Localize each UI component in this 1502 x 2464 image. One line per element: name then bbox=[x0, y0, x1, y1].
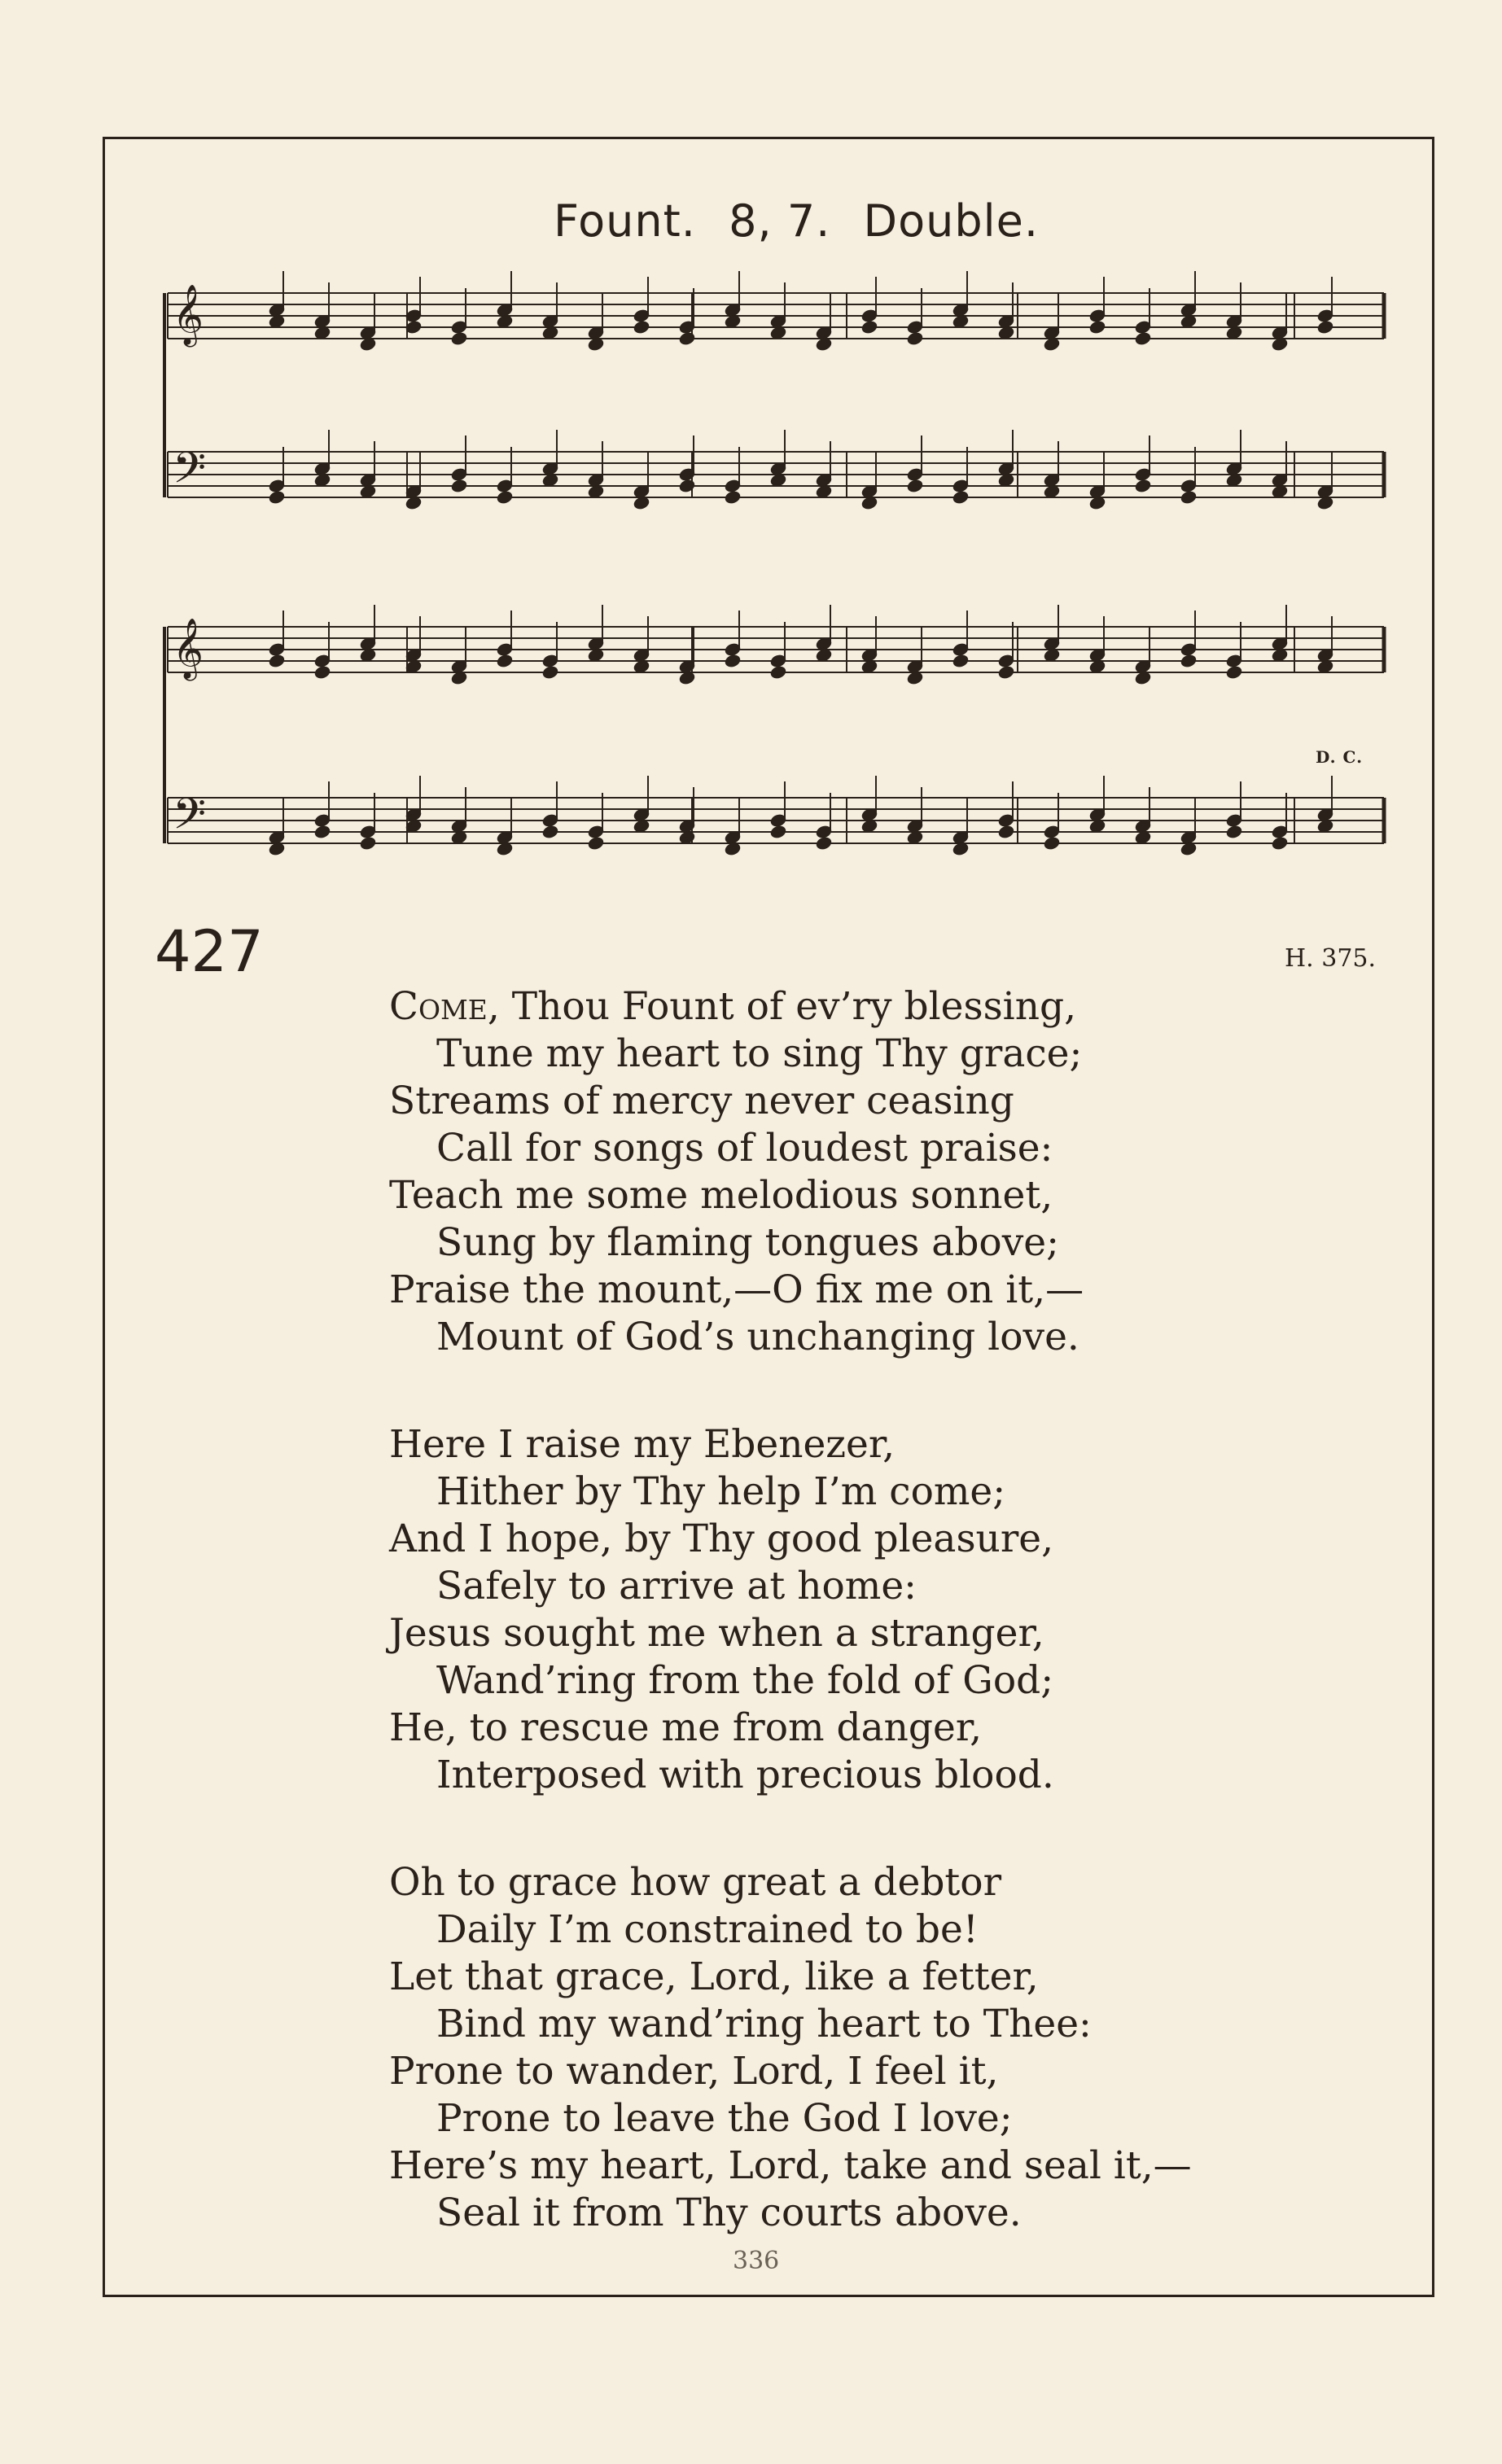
note-head bbox=[952, 654, 969, 668]
note-head bbox=[678, 331, 695, 346]
note-head bbox=[450, 331, 467, 346]
treble-clef-icon: 𝄞 bbox=[173, 619, 204, 679]
note-head bbox=[952, 490, 969, 505]
note-head bbox=[268, 654, 285, 668]
stanza-line: Here’s my heart, Lord, take and seal it,— bbox=[389, 2143, 1192, 2188]
note-head bbox=[1088, 320, 1106, 335]
note-head bbox=[541, 665, 558, 680]
tune-form: Double. bbox=[863, 195, 1040, 247]
stanza-line: Oh to grace how great a debtor bbox=[389, 1860, 1002, 1905]
note-head bbox=[313, 665, 331, 680]
stanza-line: Wand’ring from the fold of God; bbox=[436, 1658, 1054, 1703]
stanza-line: Mount of God’s unchanging love. bbox=[436, 1315, 1079, 1359]
hymn-reference: H. 375. bbox=[1285, 944, 1377, 973]
stanza-line: Call for songs of loudest praise: bbox=[436, 1126, 1053, 1171]
stanza-line: Sung by flaming tongues above; bbox=[436, 1220, 1059, 1265]
tune-title bbox=[554, 195, 1042, 247]
note-head bbox=[1316, 320, 1333, 335]
da-capo-marking: D. C. bbox=[1316, 747, 1364, 767]
stanza-line: Daily I’m constrained to be! bbox=[436, 1907, 979, 1952]
stanza-line: Jesus sought me when a stranger, bbox=[389, 1611, 1044, 1656]
stanza-line: Prone to leave the God I love; bbox=[436, 2096, 1013, 2141]
page-number: 336 bbox=[733, 2247, 780, 2275]
stanza-line: Hither by Thy help I’m come; bbox=[436, 1469, 1006, 1514]
note-head bbox=[997, 665, 1014, 680]
note-head bbox=[496, 654, 513, 668]
stanza-line: He, to rescue me from danger, bbox=[389, 1705, 983, 1750]
note-head bbox=[268, 490, 285, 505]
note-head bbox=[769, 665, 786, 680]
stanza-line: Let that grace, Lord, like a fetter, bbox=[389, 1954, 1039, 1999]
stanza-2 bbox=[389, 1421, 1054, 1799]
stanza-line: Safely to arrive at home: bbox=[436, 1564, 917, 1608]
stanza-line: Interposed with precious blood. bbox=[436, 1753, 1054, 1797]
note-head bbox=[1134, 331, 1151, 346]
note-head bbox=[860, 320, 878, 335]
note-head bbox=[724, 654, 741, 668]
note-head bbox=[1180, 490, 1197, 505]
note-head bbox=[1225, 825, 1242, 839]
stanza-line: Praise the mount,—O fix me on it,— bbox=[389, 1267, 1084, 1312]
note-head bbox=[1271, 836, 1288, 851]
stanza-line: Bind my wand’ring heart to Thee: bbox=[436, 2002, 1092, 2046]
bass-clef-icon: 𝄢 bbox=[173, 790, 207, 850]
note-head bbox=[313, 825, 331, 839]
treble-clef-icon: 𝄞 bbox=[173, 285, 204, 345]
stanza-1 bbox=[389, 983, 1084, 1361]
note-head bbox=[906, 331, 923, 346]
stanza-3 bbox=[389, 1859, 1192, 2237]
stanza-line: Streams of mercy never ceasing bbox=[389, 1079, 1014, 1123]
first-word: Come, bbox=[389, 984, 500, 1029]
stanza-line: Teach me some melodious sonnet, bbox=[389, 1173, 1053, 1218]
note-head bbox=[633, 320, 650, 335]
tune-meter: 8, 7. bbox=[729, 195, 831, 247]
hymn-number: 427 bbox=[155, 918, 264, 985]
music-score bbox=[155, 269, 1392, 887]
note-head bbox=[997, 825, 1014, 839]
note-head bbox=[450, 479, 467, 493]
note-head bbox=[496, 490, 513, 505]
stanza-line: Come, Thou Fount of ev’ry blessing, bbox=[389, 984, 1077, 1029]
tune-name: Fount. bbox=[554, 195, 696, 247]
stanza-line: Here I raise my Ebenezer, bbox=[389, 1422, 896, 1467]
stanza-line: Seal it from Thy courts above. bbox=[436, 2190, 1022, 2235]
note-head bbox=[724, 490, 741, 505]
bass-clef-icon: 𝄢 bbox=[173, 444, 207, 504]
note-head bbox=[1180, 654, 1197, 668]
note-head bbox=[1225, 665, 1242, 680]
note-head bbox=[815, 836, 832, 851]
note-head bbox=[1134, 479, 1151, 493]
stanza-line: And I hope, by Thy good pleasure, bbox=[389, 1516, 1054, 1561]
note-head bbox=[541, 825, 558, 839]
note-head bbox=[359, 836, 376, 851]
note-head bbox=[769, 825, 786, 839]
note-head bbox=[678, 479, 695, 493]
stanza-line: Tune my heart to sing Thy grace; bbox=[436, 1031, 1083, 1076]
note-head bbox=[1043, 836, 1060, 851]
note-head bbox=[587, 836, 604, 851]
stanza-line: Prone to wander, Lord, I feel it, bbox=[389, 2049, 999, 2094]
note-head bbox=[906, 479, 923, 493]
